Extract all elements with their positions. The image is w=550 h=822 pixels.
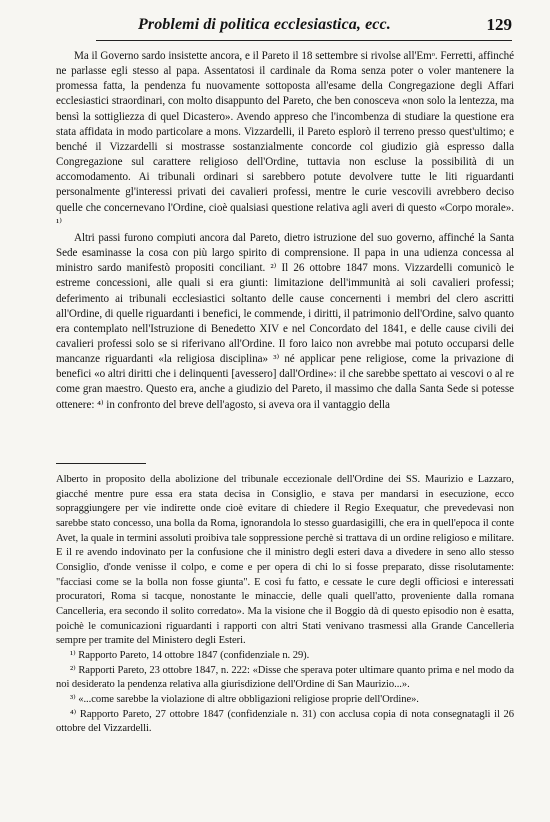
footnote-4: ⁴⁾ Rapporto Pareto, 27 ottobre 1847 (confidenziale n. 31) con acclusa copia di nota consegnatagli il 26 ottobre del Vizzardelli. <box>56 708 514 735</box>
running-title: Problemi di politica ecclesiastica, ecc. <box>138 16 391 33</box>
footnote-1: ¹⁾ Rapporto Pareto, 14 ottobre 1847 (confidenziale n. 29). <box>70 649 310 661</box>
page-number: 129 <box>486 15 512 34</box>
footnote-2: ²⁾ Rapporti Pareto, 23 ottobre 1847, n. 222: «Disse che sperava poter ultimare quanto prima e nel modo da noi desiderato la pendenza relativa alla giurisdizione dell'Ordine di San Maurizio...». <box>56 664 514 691</box>
footnotes <box>56 473 514 737</box>
main-text <box>56 49 514 413</box>
running-header <box>96 14 512 41</box>
paragraph-1: Ma il Governo sardo insistette ancora, e il Pareto il 18 settembre si rivolse all'Emᵒ. Ferretti, affinché ne parlasse egli stesso al papa. Assentatosi il cardinale da Roma senza poter o voler mantenere la promessa fatta, la pendenza fu nuovamente sottoposta all'esame della Congregazione degli Affari ecclesiastici straordinari, con molto disappunto del Pareto, che ben conosceva «non solo la lentezza, ma bensì la sottigliezza di quel Dicastero». Avendo appreso che l'incombenza di studiare la questione era stata affidata in modo particolare a mons. Vizzardelli, il Pareto esplorò il terreno presso quest'ultimo; e benché il Vizzardelli si mostrasse sostanzialmente concorde col giudizio già espresso dalla Congregazione sul carattere religioso dell'Ordine, tuttavia non escluse la possibilità di un accomodamento. Ai tribunali ordinari si sarebbero potute devolvere tutte le liti riguardanti personalmente gl'interessi privati dei cavalieri professi, mentre le curie vescovili avrebbero deciso quelle che concernevano l'Ordine, cioè qualsiasi questione relativa agli averi di questo «Corpo morale». ¹⁾ <box>56 50 514 229</box>
footnote-divider <box>56 463 146 464</box>
footnote-continuation: Alberto in proposito della abolizione del tribunale eccezionale dell'Ordine dei SS. Maurizio e Lazzaro, giacché mentre pure essa era stata decisa in Consiglio, e stava per mandarsi in esecuzione, ecco sopraggiungere per vie indirette onde cioè evitare di chiedere il Regio Exequatur, che prevedevasi non sarebbe stato concesso, una bolla da Roma, ignorandola lo stesso guardasigilli, che era in quell'epoca il conte Avet, la quale in termini assoluti proibiva tale soppressione perchè si trattava di un ordine religioso e militare. E il re avendo indovinato per la confusione che il ministro degli esteri dava a divedere in seno allo stesso Consiglio, d'onde venisse il colpo, e come e per opera di chi lo si fosse preparato, disse risolutamente: "facciasi come se la bolla non fosse giunta". E così fu fatto, e cessate le cure degli officiosi e interessati procuratori, Roma si tacque, nonostante le minaccie, delle quali quell'atto, proveniente dalla romana Cancelleria, era secondo il solito corredato». Ma la visione che il Boggio dà di questo episodio non è esatta, poichè le comunicazioni riguardanti i rapporti con altri Stati venivano trasmessi alla Grande Cancelleria sempre per tramite del Ministero degli Esteri. <box>56 474 514 647</box>
paragraph-2: Altri passi furono compiuti ancora dal Pareto, dietro istruzione del suo governo, affinché la Santa Sede esaminasse la cosa con più largo spirito di comprensione. Il papa in una udienza concessa al ministro sardo manifestò propositi conciliant. ²⁾ Il 26 ottobre 1847 mons. Vizzardelli comunicò le estreme concessioni, alle quali si era giunti: limitazione dell'immunità ai soli cavalieri professi; deferimento ai tribunali ecclesiastici soltanto delle cause concernenti i membri del clero ascritti all'Ordine, di quelle riguardanti i benefici, le commende, i diritti, il patrimonio dell'Ordine, salvo quanto era contemplato nell'Istruzione di Benedetto XIV e nel Concordato del 1841, e delle cause civili dei cavalieri professi solo se si riferivano all'Ordine. Il foro laico non avrebbe mai potuto occuparsi delle mancanze riguardanti «la religiosa disciplina» ³⁾ né applicar pene religiose, come la privazione di benefici «o altri diritti che i delinquenti [avessero] dall'Ordine»: il che sarebbe spettato ai vescovi o al re come gran maestro. Questo era, anche a giudizio del Pareto, il massimo che dalla Santa Sede si potesse ottenere: ⁴⁾ in confronto del breve dell'agosto, si aveva ora il vantaggio della <box>56 231 514 411</box>
footnote-3: ³⁾ «...come sarebbe la violazione di altre obbligazioni religiose proprie dell'Ordine». <box>70 693 419 705</box>
